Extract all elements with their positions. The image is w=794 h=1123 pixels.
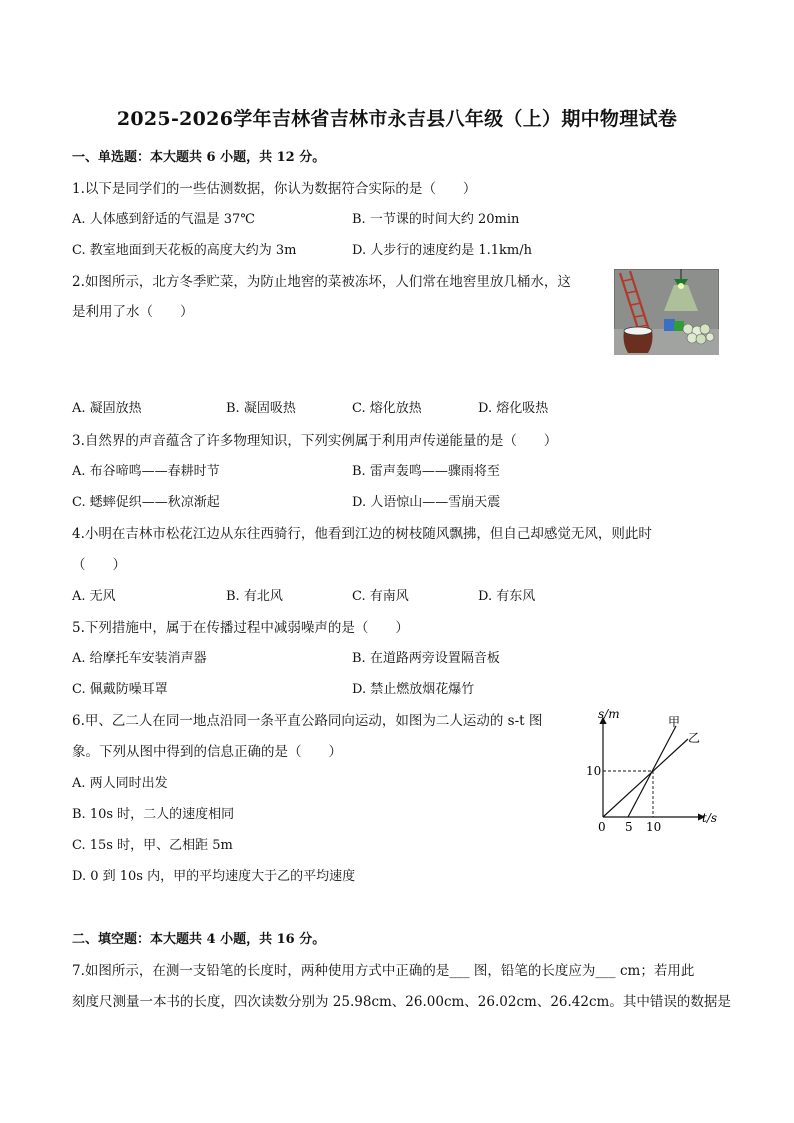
question-1-option-a: A. 人体感到舒适的气温是 37℃	[72, 212, 255, 227]
question-3-option-d: D. 人语惊山——雪崩天震	[352, 495, 501, 510]
cellar-illustration	[614, 269, 719, 355]
question-7-stem-line1: 7.如图所示，在测一支铅笔的长度时，两种使用方式中正确的是___ 图，铅笔的长度应为___ cm；若用此	[72, 963, 695, 979]
question-5-option-c: C. 佩戴防噪耳罩	[72, 682, 168, 697]
question-5-option-b: B. 在道路两旁设置隔音板	[352, 651, 500, 666]
y-axis-label: s/m	[598, 707, 620, 721]
question-5-option-d: D. 禁止燃放烟花爆竹	[352, 682, 475, 697]
question-2-option-b: B. 凝固吸热	[226, 401, 296, 416]
question-6-stem-line2: 象。下列从图中得到的信息正确的是（ ）	[72, 744, 342, 760]
question-6-option-c: C. 15s 时，甲、乙相距 5m	[72, 838, 233, 853]
question-6-option-a: A. 两人同时出发	[72, 776, 168, 791]
series-yi-label: 乙	[688, 731, 701, 745]
section-heading-single-choice: 一、单选题：本大题共 6 小题，共 12 分。	[72, 150, 326, 165]
series-jia-label: 甲	[668, 715, 681, 729]
y-tick-10: 10	[586, 764, 602, 778]
question-3-stem: 3.自然界的声音蕴含了许多物理知识，下列实例属于利用声传递能量的是（ ）	[72, 433, 558, 449]
section-heading-fill-in: 二、填空题：本大题共 4 小题，共 16 分。	[72, 932, 326, 947]
s-t-graph	[582, 704, 726, 838]
x-tick-5: 5	[625, 820, 633, 834]
question-2-option-c: C. 熔化放热	[352, 401, 422, 416]
question-4-stem-line1: 4.小明在吉林市松花江边从东往西骑行，他看到江边的树枝随风飘拂，但自己却感觉无风，则此时	[72, 526, 652, 542]
x-tick-10: 10	[646, 820, 662, 834]
question-2-option-a: A. 凝固放热	[72, 401, 142, 416]
question-7-stem-line2: 刻度尺测量一本书的长度，四次读数分别为 25.98cm、26.00cm、26.02cm、26.42cm。其中错误的数据是	[72, 994, 731, 1010]
question-4-option-d: D. 有东风	[478, 589, 536, 604]
question-1-option-b: B. 一节课的时间大约 20min	[352, 212, 520, 227]
question-6-option-d: D. 0 到 10s 内，甲的平均速度大于乙的平均速度	[72, 869, 356, 884]
question-3-option-a: A. 布谷啼鸣——春耕时节	[72, 464, 220, 479]
question-2-stem-line1: 2.如图所示，北方冬季贮菜，为防止地窖的菜被冻坏，人们常在地窖里放几桶水，这	[72, 274, 571, 290]
origin-label: 0	[598, 820, 606, 834]
question-5-option-a: A. 给摩托车安装消声器	[72, 651, 207, 666]
question-1-option-d: D. 人步行的速度约是 1.1km/h	[352, 243, 532, 258]
question-4-option-c: C. 有南风	[352, 589, 409, 604]
question-2-option-d: D. 熔化吸热	[478, 401, 549, 416]
question-4-option-b: B. 有北风	[226, 589, 283, 604]
question-2-stem-line2: 是利用了水（ ）	[72, 304, 194, 320]
page-title: 2025-2026学年吉林省吉林市永吉县八年级（上）期中物理试卷	[116, 108, 678, 130]
question-3-option-b: B. 雷声轰鸣——骤雨将至	[352, 464, 500, 479]
series-yi-line	[603, 739, 688, 817]
x-axis-label: t/s	[702, 811, 718, 825]
question-4-option-a: A. 无风	[72, 589, 116, 604]
question-1-stem: 1.以下是同学们的一些估测数据，你认为数据符合实际的是（ ）	[72, 181, 477, 197]
question-6-stem-line1: 6.甲、乙二人在同一地点沿同一条平直公路同向运动，如图为二人运动的 s-t 图	[72, 713, 543, 729]
question-3-option-c: C. 蟋蟀促织——秋凉渐起	[72, 495, 220, 510]
question-6-option-b: B. 10s 时，二人的速度相同	[72, 807, 235, 822]
question-5-stem: 5.下列措施中，属于在传播过程中减弱噪声的是（ ）	[72, 620, 409, 636]
question-1-option-c: C. 教室地面到天花板的高度大约为 3m	[72, 243, 297, 258]
question-4-stem-line2: （ ）	[72, 557, 126, 573]
